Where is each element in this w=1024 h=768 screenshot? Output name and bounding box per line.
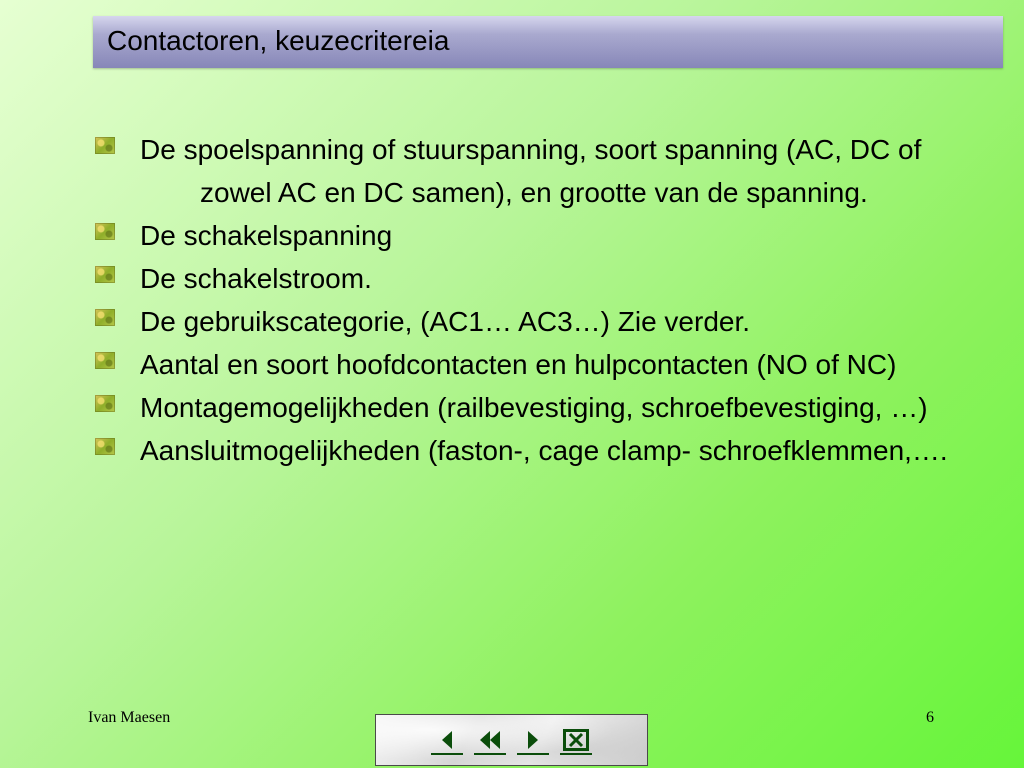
footer-author: Ivan Maesen bbox=[88, 709, 171, 726]
bullet-item bbox=[95, 128, 975, 214]
bullet-item bbox=[95, 386, 975, 429]
close-button[interactable] bbox=[560, 727, 592, 755]
bullet-square-icon bbox=[95, 137, 115, 154]
first-icon bbox=[478, 730, 502, 750]
bullet-square-icon bbox=[95, 352, 115, 369]
bullet-item bbox=[95, 257, 975, 300]
next-slide-button[interactable] bbox=[517, 727, 549, 755]
bullet-text: De schakelstroom. bbox=[140, 263, 372, 294]
title-bar bbox=[93, 16, 1003, 68]
bullet-item bbox=[95, 214, 975, 257]
close-icon bbox=[563, 729, 589, 751]
slide-title: Contactoren, keuzecritereia bbox=[107, 25, 450, 56]
next-icon bbox=[526, 730, 540, 750]
previous-slide-button[interactable] bbox=[431, 727, 463, 755]
previous-icon bbox=[440, 730, 454, 750]
bullet-square-icon bbox=[95, 223, 115, 240]
bullet-text: Aansluitmogelijkheden (faston-, cage clamp- schroefklemmen,…. bbox=[140, 435, 948, 466]
bullet-text: De spoelspanning of stuurspanning, soort spanning (AC, DC of zowel AC en DC samen), en grootte van de spanning. bbox=[140, 134, 922, 208]
bullet-text: Aantal en soort hoofdcontacten en hulpcontacten (NO of NC) bbox=[140, 349, 897, 380]
bullet-square-icon bbox=[95, 266, 115, 283]
navigation-bar bbox=[375, 714, 648, 766]
first-slide-button[interactable] bbox=[474, 727, 506, 755]
bullet-text: De schakelspanning bbox=[140, 220, 393, 251]
bullet-list bbox=[95, 128, 975, 472]
bullet-text: De gebruikscategorie, (AC1… AC3…) Zie verder. bbox=[140, 306, 751, 337]
bullet-square-icon bbox=[95, 438, 115, 455]
bullet-item bbox=[95, 343, 975, 386]
bullet-square-icon bbox=[95, 395, 115, 412]
bullet-text: Montagemogelijkheden (railbevestiging, schroefbevestiging, …) bbox=[140, 392, 928, 423]
bullet-square-icon bbox=[95, 309, 115, 326]
bullet-item bbox=[95, 300, 975, 343]
bullet-item bbox=[95, 429, 975, 472]
page-number: 6 bbox=[926, 709, 934, 726]
